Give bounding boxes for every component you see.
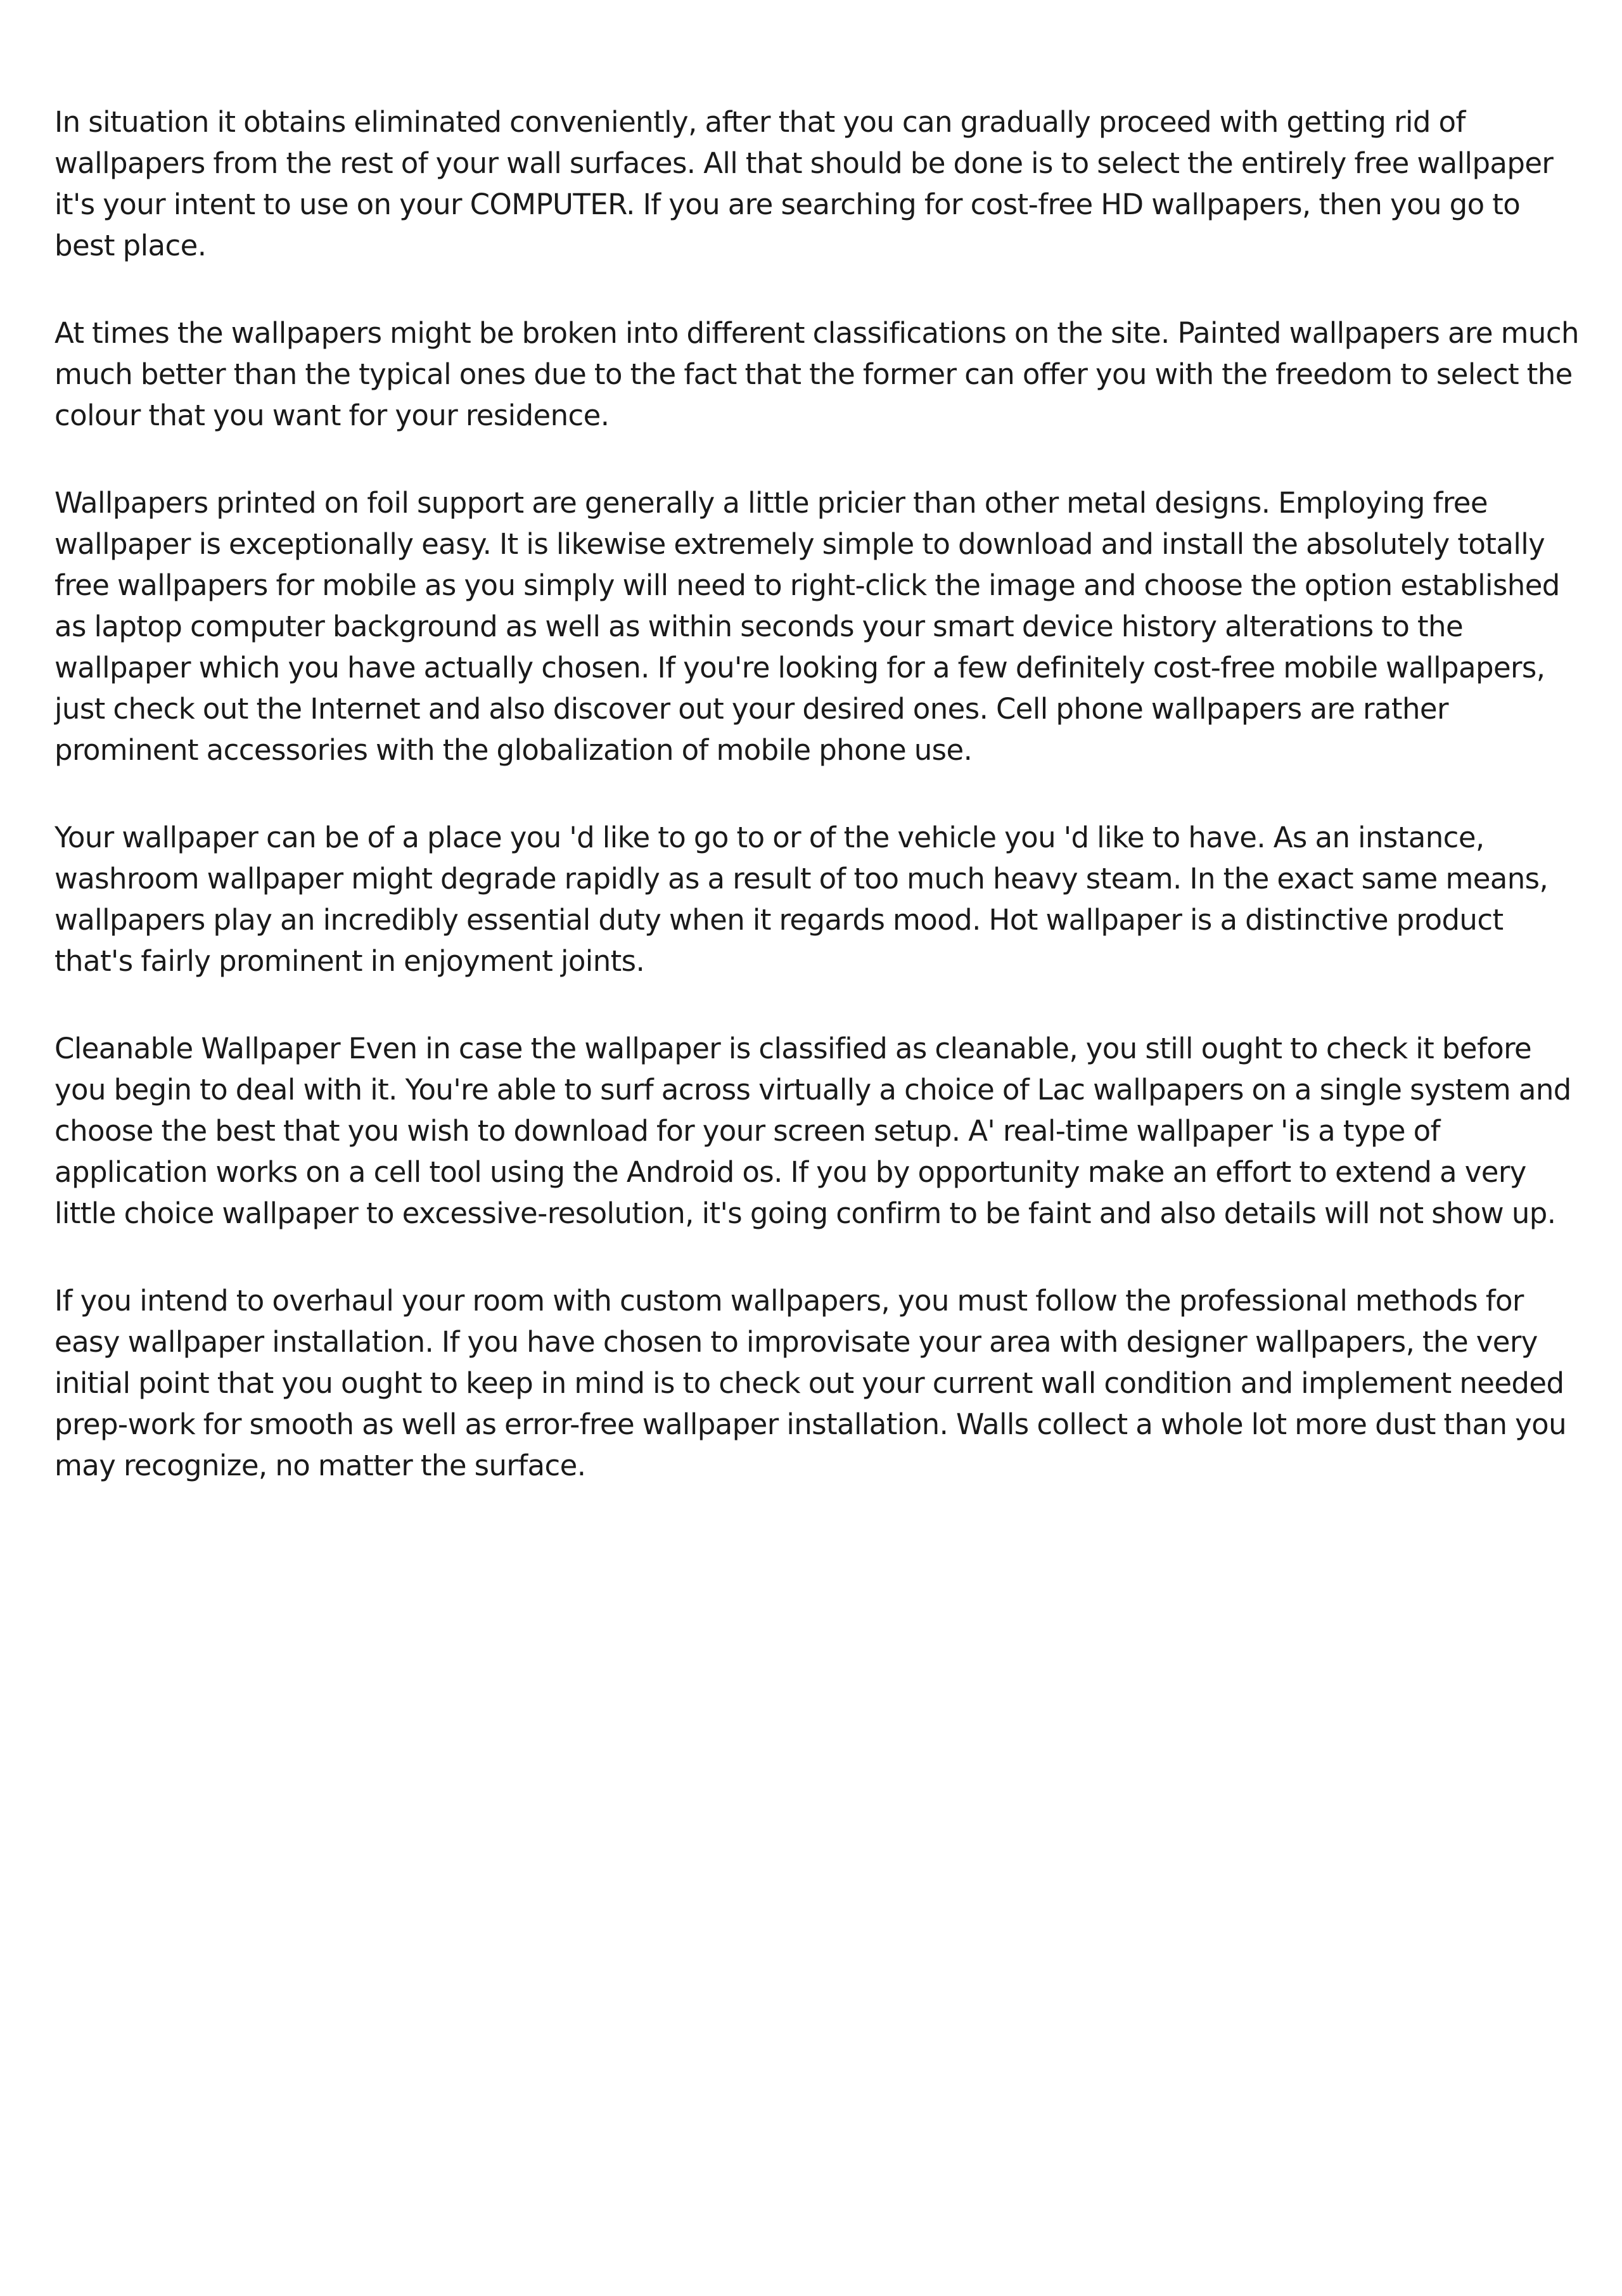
paragraph-2: At times the wallpapers might be broken into different classifications on the site. Painted wallpapers are much much better than the typical ones due to the fact that the former can offer you with the freedom to select the colour that you want for your residence. — [54, 316, 1579, 432]
paragraph-4: Your wallpaper can be of a place you 'd like to go to or of the vehicle you 'd like to have. As an instance, washroom wallpaper might degrade rapidly as a result of too much heavy steam. In the exact same means, wallpapers play an incredibly essential duty when it regards mood. Hot wallpaper is a distinctive product that's fairly prominent in enjoyment joints. — [54, 821, 1549, 978]
paragraph-1: In situation it obtains eliminated conveniently, after that you can gradually proceed with getting rid of wallpapers from the rest of your wall surfaces. All that should be done is to select the entirely free wallpaper it's your intent to use on your COMPUTER. If you are searching for cost-free HD wallpapers, then you go to best place. — [54, 105, 1554, 262]
paragraph-6: If you intend to overhaul your room with custom wallpapers, you must follow the professional methods for easy wallpaper installation. If you have chosen to improvisate your area with designer wallpapers, the very initial point that you ought to keep in mind is to check out your current wall condition and implement needed prep-work for smooth as well as error-free wallpaper installation. Walls collect a whole lot more dust than you may recognize, no matter the surface. — [54, 1284, 1566, 1482]
paragraph-5: Cleanable Wallpaper Even in case the wallpaper is classified as cleanable, you still ought to check it before you begin to deal with it. You're able to surf across virtually a choice of Lac wallpapers on a single system and choose the best that you wish to download for your screen setup. A' real-time wallpaper 'is a type of application works on a cell tool using the Android os. If you by opportunity make an effort to extend a very little choice wallpaper to excessive-resolution, it's going confirm to be faint and also details will not show up. — [54, 1032, 1571, 1230]
document-page — [54, 101, 1588, 1532]
paragraph-3: Wallpapers printed on foil support are generally a little pricier than other metal designs. Employing free wallpaper is exceptionally easy. It is likewise extremely simple to download and install the absolutely totally free wallpapers for mobile as you simply will need to right-click the image and choose the option established as laptop computer background as well as within seconds your smart device history alterations to the wallpaper which you have actually chosen. If you're looking for a few definitely cost-free mobile wallpapers, just check out the Internet and also discover out your desired ones. Cell phone wallpapers are rather prominent accessories with the globalization of mobile phone use. — [54, 486, 1560, 767]
